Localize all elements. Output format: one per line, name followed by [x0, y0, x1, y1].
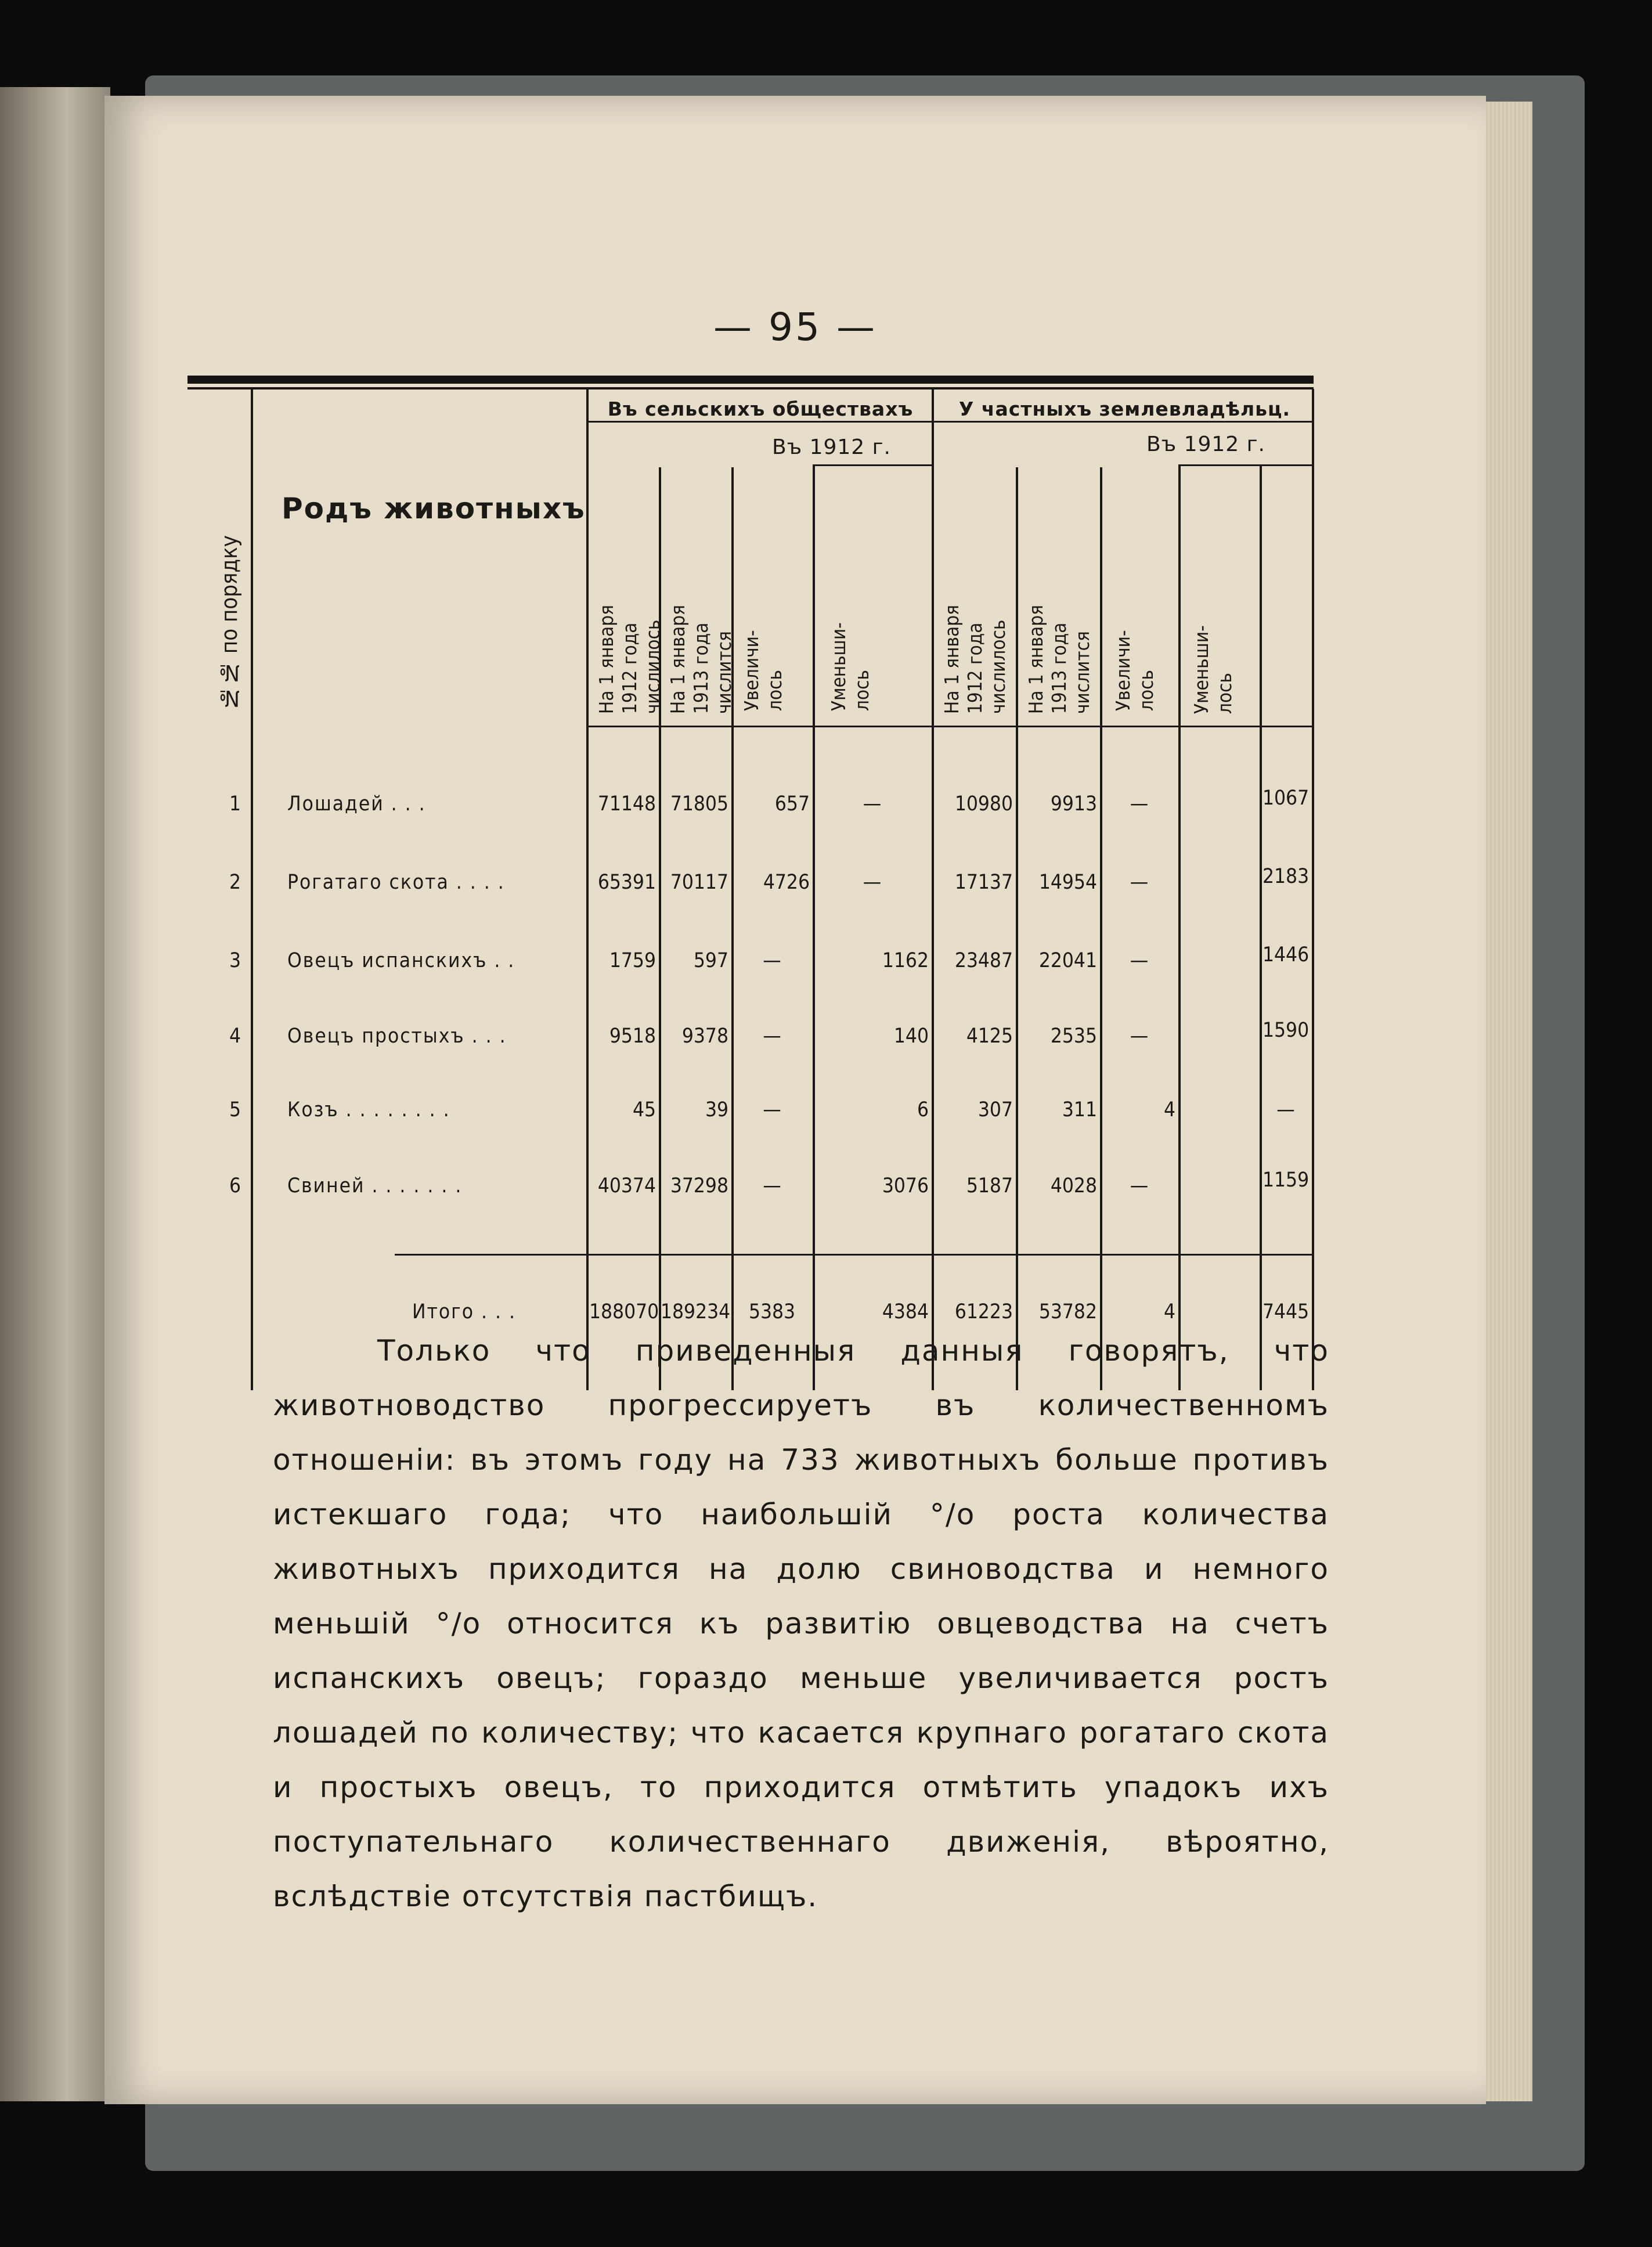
- header-private-1912: Въ 1912 г.: [1146, 432, 1265, 456]
- book-page: [104, 96, 1486, 2104]
- village-increased: 4726: [763, 871, 810, 894]
- header-private-decreased: Уменьши- лось: [1190, 625, 1236, 714]
- private-increased: 4: [1163, 1098, 1175, 1121]
- header-village-jan1913: На 1 января 1913 года числится: [666, 605, 735, 714]
- village-jan1912: 65391: [597, 871, 656, 894]
- body-paragraph: [273, 1323, 1329, 1924]
- village-jan1913: 37298: [670, 1174, 728, 1198]
- table-top-rule: [187, 376, 1314, 384]
- animal-name: Рогатаго скота . . . .: [287, 871, 505, 894]
- table-divider: [1100, 467, 1102, 1390]
- village-decreased: —: [863, 792, 882, 816]
- body-paragraph-text: Только что приведенныя данныя говорятъ, что животноводство прогрессируетъ въ количественномъ отношенiи: въ этомъ году на 733 животныхъ больше противъ истекшаго года; что наибольшiй °/о роста количества животныхъ приходится на долю свиноводства и немного меньшiй °/о относится къ развитiю овцеводства на счетъ испанскихъ овецъ; гораздо меньше увеличивается ростъ лошадей по количеству; что касается крупнаго рогатаго скота и простыхъ овецъ, то приходится отмѣтить упадокъ ихъ поступательнаго количественнаго движенiя, вѣроятно, вслѣдствiе отсутствiя пастбищъ.: [273, 1334, 1329, 1913]
- private-decreased: —: [1276, 1098, 1295, 1121]
- private-increased: —: [1130, 1025, 1149, 1048]
- village-increased: —: [763, 1025, 781, 1048]
- header-private-landowners: У частныхъ землевладѣльц.: [958, 398, 1291, 420]
- village-jan1912: 40374: [597, 1174, 656, 1198]
- animal-name: Овецъ простыхъ . . .: [287, 1025, 507, 1048]
- row-number: 1: [229, 792, 241, 816]
- table-divider: [1016, 467, 1018, 1390]
- table-row: [104, 787, 1323, 827]
- private-decreased: 1159: [1263, 1168, 1310, 1192]
- header-village-communities: Въ сельскихъ обществахъ: [607, 398, 914, 420]
- private-jan1913: 22041: [1038, 949, 1097, 972]
- previous-page: [0, 87, 110, 2101]
- village-decreased: —: [863, 871, 882, 894]
- header-private-increased: Увеличи- лось: [1112, 630, 1157, 711]
- total-private-increased: 4: [1163, 1300, 1175, 1323]
- header-animal-kind: Родъ животныхъ: [282, 492, 586, 525]
- private-decreased: 1590: [1263, 1019, 1310, 1042]
- village-jan1912: 45: [632, 1098, 656, 1121]
- header-row-number: №№ по порядку: [217, 535, 242, 711]
- village-increased: —: [763, 1098, 781, 1121]
- private-jan1913: 2535: [1050, 1025, 1097, 1048]
- private-jan1912: 307: [978, 1098, 1013, 1121]
- private-decreased: 1067: [1263, 787, 1310, 810]
- table-row: [104, 943, 1323, 984]
- table-row: [104, 865, 1323, 906]
- village-decreased: 140: [893, 1025, 929, 1048]
- page-number: — 95 —: [713, 305, 877, 349]
- animal-name: Лошадей . . .: [287, 792, 426, 816]
- header-village-1912: Въ 1912 г.: [772, 435, 891, 459]
- private-decreased: 1446: [1263, 943, 1310, 966]
- village-jan1912: 1759: [609, 949, 656, 972]
- private-jan1912: 17137: [954, 871, 1013, 894]
- private-jan1913: 9913: [1050, 792, 1097, 816]
- subgroup-underline: [813, 464, 932, 466]
- header-village-jan1912: На 1 января 1912 года числилось: [595, 605, 664, 714]
- row-number: 3: [229, 949, 241, 972]
- private-jan1912: 4125: [966, 1025, 1013, 1048]
- village-increased: 657: [774, 792, 810, 816]
- private-jan1912: 10980: [954, 792, 1013, 816]
- total-private-decreased: 7445: [1263, 1300, 1310, 1323]
- total-village-jan1913: 189234: [661, 1300, 731, 1323]
- village-jan1912: 9518: [609, 1025, 656, 1048]
- row-number: 2: [229, 871, 241, 894]
- header-private-jan1913: На 1 января 1913 года числится: [1025, 605, 1094, 714]
- private-increased: —: [1130, 792, 1149, 816]
- table-divider: [1178, 464, 1181, 1390]
- village-jan1913: 70117: [670, 871, 728, 894]
- header-village-decreased: Уменьши- лось: [827, 622, 873, 711]
- table-row: [104, 1168, 1323, 1209]
- private-jan1913: 14954: [1038, 871, 1097, 894]
- table-divider: [813, 464, 815, 1390]
- header-village-increased: Увеличи- лось: [740, 630, 786, 711]
- private-increased: —: [1130, 949, 1149, 972]
- row-number: 6: [229, 1174, 241, 1198]
- total-village-increased: 5383: [748, 1300, 796, 1323]
- table-divider: [1260, 464, 1262, 1390]
- animal-name: Свиней . . . . . . .: [287, 1174, 463, 1198]
- village-jan1913: 71805: [670, 792, 728, 816]
- village-jan1913: 39: [705, 1098, 728, 1121]
- village-increased: —: [763, 1174, 781, 1198]
- private-decreased: 2183: [1263, 865, 1310, 888]
- subgroup-underline: [1178, 464, 1312, 466]
- total-private-jan1912: 61223: [954, 1300, 1013, 1323]
- village-jan1912: 71148: [597, 792, 656, 816]
- private-jan1913: 311: [1062, 1098, 1097, 1121]
- village-jan1913: 597: [693, 949, 728, 972]
- total-label: Итого . . .: [412, 1300, 516, 1323]
- row-number: 5: [229, 1098, 241, 1121]
- total-separator-line: [395, 1254, 1312, 1256]
- header-bottom-line: [586, 726, 1312, 727]
- table-row: [104, 1019, 1323, 1059]
- total-village-jan1912: 188070: [589, 1300, 659, 1323]
- village-decreased: 6: [917, 1098, 929, 1121]
- village-jan1913: 9378: [681, 1025, 728, 1048]
- row-number: 4: [229, 1025, 241, 1048]
- table-top-rule-thin: [187, 387, 1314, 389]
- table-row: [104, 1098, 1323, 1133]
- village-decreased: 3076: [882, 1174, 929, 1198]
- private-increased: —: [1130, 1174, 1149, 1198]
- animal-name: Козъ . . . . . . . .: [287, 1098, 450, 1121]
- private-increased: —: [1130, 871, 1149, 894]
- private-jan1912: 5187: [966, 1174, 1013, 1198]
- total-private-jan1913: 53782: [1038, 1300, 1097, 1323]
- private-jan1913: 4028: [1050, 1174, 1097, 1198]
- group-header-underline: [586, 421, 1312, 423]
- private-jan1912: 23487: [954, 949, 1013, 972]
- animal-name: Овецъ испанскихъ . .: [287, 949, 515, 972]
- total-village-decreased: 4384: [882, 1300, 929, 1323]
- header-private-jan1912: На 1 января 1912 года числилось: [940, 605, 1009, 714]
- village-decreased: 1162: [882, 949, 929, 972]
- village-increased: —: [763, 949, 781, 972]
